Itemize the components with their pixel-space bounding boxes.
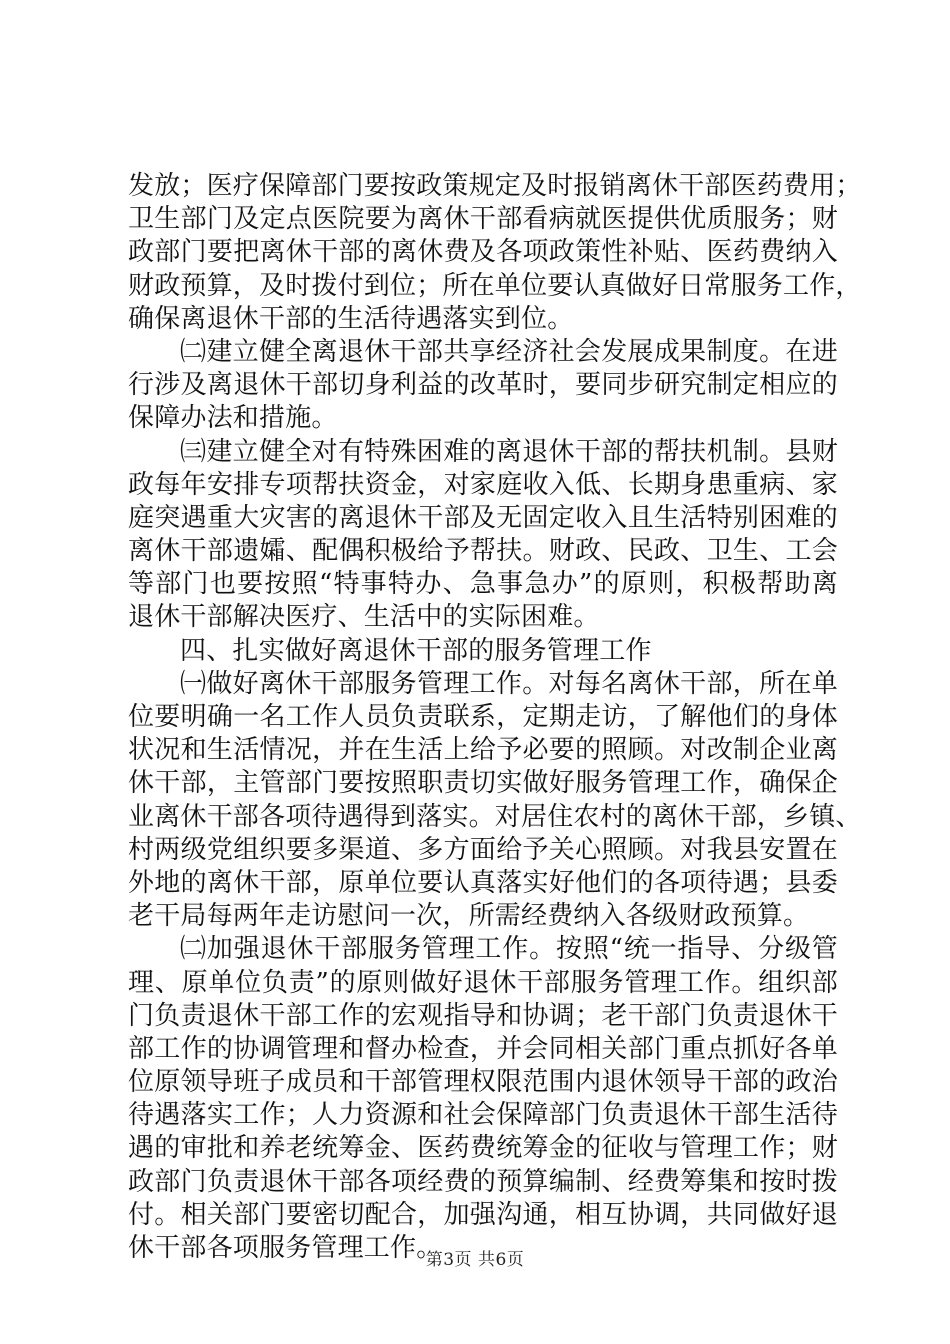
text-line: 门负责退休干部工作的宏观指导和协调；老干部门负责退休干 (128, 1000, 838, 1031)
text-line: 财政预算，及时拨付到位；所在单位要认真做好日常服务工作， (128, 270, 862, 301)
document-body (128, 170, 862, 1265)
text-line: 待遇落实工作；人力资源和社会保障部门负责退休干部生活待 (128, 1100, 838, 1131)
text-line: ㈠做好离休干部服务管理工作。对每名离休干部，所在单 (180, 668, 838, 699)
text-line: 保障办法和措施。 (128, 403, 338, 434)
text-line: 外地的离休干部，原单位要认真落实好他们的各项待遇；县委 (128, 867, 838, 898)
text-line: 休干部各项服务管理工作。 (128, 1233, 443, 1263)
text-line: 位原领导班子成员和干部管理权限范围内退休领导干部的政治 (128, 1067, 838, 1098)
text-line: 休干部，主管部门要按照职责切实做好服务管理工作，确保企 (128, 768, 838, 799)
text-line: 庭突遇重大灾害的离退休干部及无固定收入且生活特别困难的 (128, 502, 838, 533)
text-line: 退休干部解决医疗、生活中的实际困难。 (128, 602, 600, 633)
text-line: 四、扎实做好离退休干部的服务管理工作 (180, 635, 652, 666)
text-line: 业离休干部各项待遇得到落实。对居住农村的离休干部，乡镇、 (128, 801, 862, 832)
text-line: 确保离退休干部的生活待遇落实到位。 (128, 303, 574, 334)
text-line: 离休干部遗孀、配偶积极给予帮扶。财政、民政、卫生、工会 (128, 536, 838, 567)
text-line: 位要明确一名工作人员负责联系，定期走访，了解他们的身体 (128, 702, 838, 732)
text-line: 村两级党组织要多渠道、多方面给予关心照顾。对我县安置在 (128, 834, 838, 865)
text-line: 发放；医疗保障部门要按政策规定及时报销离休干部医药费用； (128, 171, 862, 201)
text-line: ㈡加强退休干部服务管理工作。按照“统一指导、分级管 (180, 934, 838, 965)
text-line: 政部门要把离休干部的离休费及各项政策性补贴、医药费纳入 (128, 237, 838, 268)
text-line: 老干局每两年走访慰问一次，所需经费纳入各级财政预算。 (128, 901, 810, 932)
text-line: ㈡建立健全离退休干部共享经济社会发展成果制度。在进 (180, 336, 838, 367)
text-line: 卫生部门及定点医院要为离休干部看病就医提供优质服务；财 (128, 204, 838, 235)
text-line: 状况和生活情况，并在生活上给予必要的照顾。对改制企业离 (128, 735, 838, 766)
text-line: 付。相关部门要密切配合，加强沟通，相互协调，共同做好退 (128, 1199, 838, 1230)
text-line: 政部门负责退休干部各项经费的预算编制、经费筹集和按时拨 (128, 1166, 838, 1197)
text-line: 理、原单位负责”的原则做好退休干部服务管理工作。组织部 (128, 967, 838, 998)
text-line: 等部门也要按照“特事特办、急事急办”的原则，积极帮助离 (128, 569, 838, 600)
text-line: 行涉及离退休干部切身利益的改革时，要同步研究制定相应的 (128, 370, 838, 401)
text-line: 政每年安排专项帮扶资金，对家庭收入低、长期身患重病、家 (128, 469, 838, 500)
text-line: ㈢建立健全对有特殊困难的离退休干部的帮扶机制。县财 (180, 436, 838, 467)
text-line: 遇的审批和养老统筹金、医药费统筹金的征收与管理工作；财 (128, 1133, 838, 1164)
text-line: 部工作的协调管理和督办检查，并会同相关部门重点抓好各单 (128, 1033, 838, 1064)
page-footer: 第3页 共6页 (425, 1250, 525, 1270)
